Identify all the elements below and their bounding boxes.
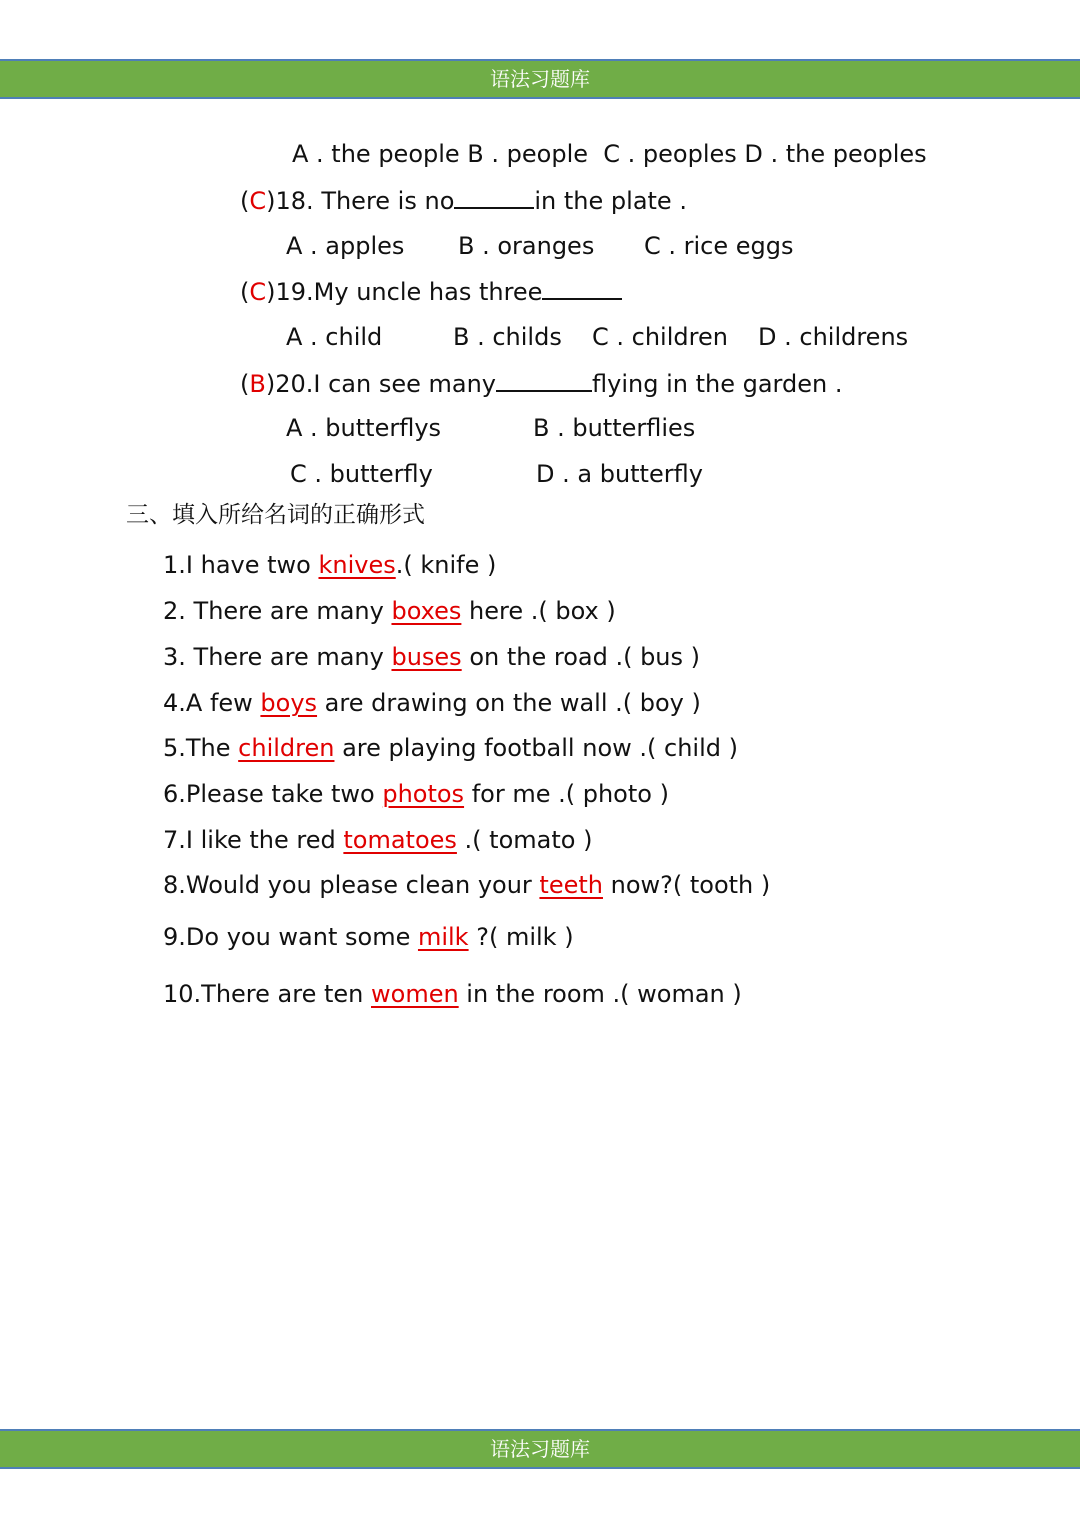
- q18-option-c: C . rice eggs: [644, 232, 794, 260]
- q17-options: A . the people B . people C . peoples D . the peoples: [292, 140, 927, 168]
- q19-option-c: C . children: [592, 323, 728, 351]
- fill-answer: tomatoes: [343, 826, 457, 854]
- fill-item-5: 5.The children are playing football now .( child ): [163, 734, 738, 762]
- header-title: 语法习题库: [490, 67, 590, 91]
- q18-option-b: B . oranges: [458, 232, 595, 260]
- q18-stem: (C)18. There is no in the plate .: [240, 187, 687, 215]
- fill-answer: children: [238, 734, 335, 762]
- q20-blank: [496, 368, 592, 392]
- fill-answer: knives: [318, 551, 396, 579]
- q18-option-a: A . apples: [286, 232, 405, 260]
- q19-option-d: D . childrens: [758, 323, 909, 351]
- fill-item-8: 8.Would you please clean your teeth now?( tooth ): [163, 871, 771, 899]
- footer-title: 语法习题库: [490, 1437, 590, 1461]
- q19-stem: (C)19.My uncle has three: [240, 276, 622, 307]
- fill-item-3: 3. There are many buses on the road .( bus ): [163, 643, 701, 671]
- fill-item-6: 6.Please take two photos for me .( photo ): [163, 780, 669, 808]
- fill-item-1: 1.I have two knives.( knife ): [163, 551, 497, 579]
- fill-answer: photos: [382, 780, 465, 808]
- q20-option-a: A . butterflys: [286, 414, 442, 442]
- q20-option-b: B . butterflies: [533, 414, 696, 442]
- section-title: 三、填入所给名词的正确形式: [126, 502, 425, 528]
- fill-item-2: 2. There are many boxes here .( box ): [163, 597, 616, 625]
- q18-answer: C: [249, 187, 267, 215]
- fill-answer: buses: [391, 643, 462, 671]
- q20-stem: (B)20.I can see many flying in the garden .: [240, 370, 843, 398]
- q20-option-d: D . a butterfly: [536, 460, 703, 488]
- fill-answer: teeth: [539, 871, 603, 899]
- fill-answer: boys: [260, 689, 318, 717]
- q19-option-b: B . childs: [453, 323, 562, 351]
- q19-option-a: A . child: [286, 323, 383, 351]
- q19-blank: [542, 276, 622, 300]
- fill-item-4: 4.A few boys are drawing on the wall .( boy ): [163, 689, 701, 717]
- fill-answer: boxes: [391, 597, 462, 625]
- fill-item-7: 7.I like the red tomatoes .( tomato ): [163, 826, 593, 854]
- q18-blank: [454, 185, 534, 209]
- q19-answer: C: [249, 278, 267, 306]
- fill-answer: milk: [417, 923, 469, 951]
- q20-option-c: C . butterfly: [290, 460, 433, 488]
- fill-answer: women: [371, 980, 459, 1008]
- fill-item-10: 10.There are ten women in the room .( woman ): [163, 980, 742, 1008]
- fill-item-9: 9.Do you want some milk ?( milk ): [163, 923, 574, 951]
- footer-banner: [0, 1429, 1080, 1469]
- q20-answer: B: [249, 370, 266, 398]
- header-banner: [0, 59, 1080, 99]
